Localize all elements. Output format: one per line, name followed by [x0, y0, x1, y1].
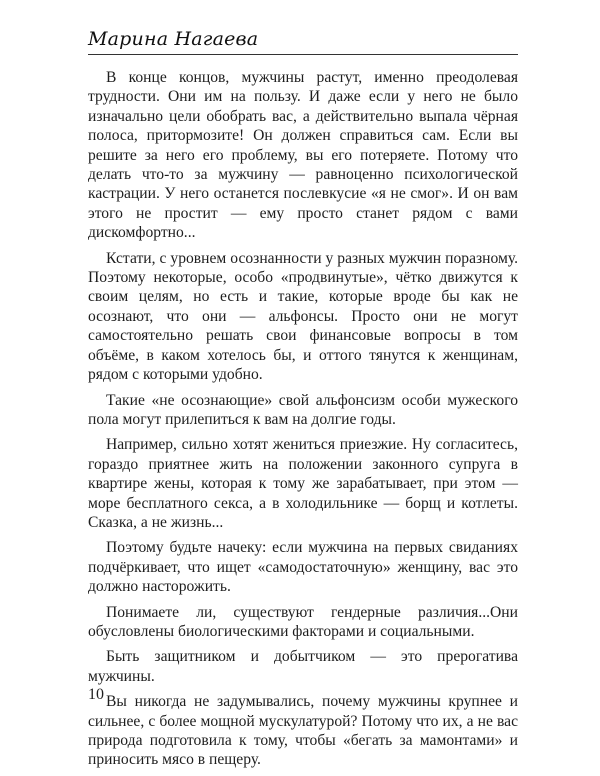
- paragraph: Понимаете ли, существуют гендерные различия...Они обусловлены биологическими факторами и социальными.: [88, 603, 518, 640]
- paragraph: Быть защитником и добытчиком — это прерогатива мужчины.: [88, 648, 518, 685]
- page-body: [88, 68, 518, 776]
- page-number: 10: [88, 686, 104, 703]
- paragraph: Поэтому будьте начеку: если мужчина на первых свиданиях подчёркивает, что ищет «самодостаточную» женщину, вас это должно насторожить.: [88, 539, 518, 596]
- running-header: [88, 24, 518, 55]
- paragraph: Вы никогда не задумывались, почему мужчины крупнее и сильнее, с более мощной мускулатурой? Потому что их, а не вас природа подготовила к тому, чтобы «бегать за мамонтами» и приносить мясо в пещеру.: [88, 693, 518, 769]
- paragraph: Такие «не осознающие» свой альфонсизм особи мужеского пола могут прилепиться к вам на долгие годы.: [88, 391, 518, 428]
- paragraph: В конце концов, мужчины растут, именно преодолевая трудности. Они им на пользу. И даже если у него не было изначально цели обобрать вас, а действительно выпала чёрная полоса, притормозите! Он должен справиться сам. Если вы решите за него его проблему, вы его потеряете. Потому что делать что-то за мужчину — равноценно психологической кастрации. У него останется послевкусие «я не смог». И он вам этого не простит — ему просто станет рядом с вами дискомфортно...: [88, 69, 518, 242]
- author-name: Марина Нагаева: [88, 28, 259, 50]
- paragraph: Например, сильно хотят жениться приезжие. Ну согласитесь, гораздо приятнее жить на положении законного супруга в квартире жены, которая к тому же зарабатывает, при этом — море бесплатного секса, а в холодильнике — борщ и котлеты. Сказка, а не жизнь...: [88, 436, 518, 531]
- paragraph: Кстати, с уровнем осознанности у разных мужчин поразному. Поэтому некоторые, особо «продвинутые», чётко движутся к своим целям, но есть и такие, которые вроде бы как не осознают, что они — альфонсы. Просто они не могут самостоятельно решать свои финансовые вопросы в том объёме, в каком хотелось бы, и оттого тянутся к женщинам, рядом с которыми удобно.: [88, 249, 518, 384]
